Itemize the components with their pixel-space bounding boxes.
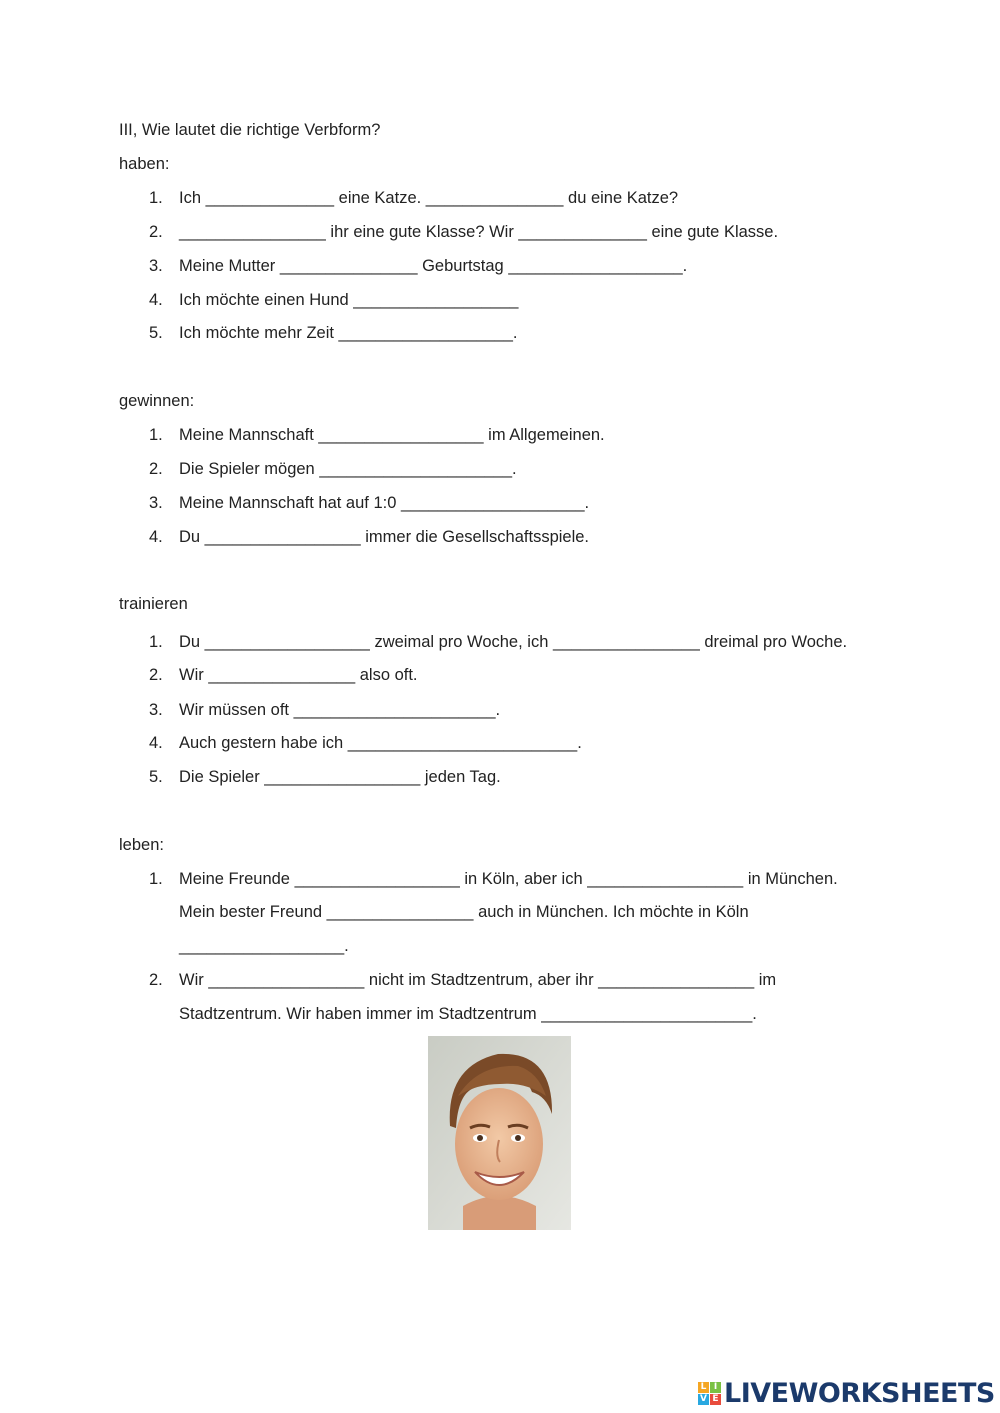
item-text: Auch gestern habe ich _________________________. bbox=[179, 734, 582, 752]
liveworksheets-logo bbox=[698, 1378, 995, 1408]
section-heading-leben: leben: bbox=[119, 836, 164, 854]
section-heading-trainieren: trainieren bbox=[119, 595, 188, 613]
item-number: 3. bbox=[149, 701, 163, 719]
item-number: 4. bbox=[149, 734, 163, 752]
item-number: 1. bbox=[149, 870, 163, 888]
item-text: Ich möchte einen Hund __________________ bbox=[179, 291, 519, 309]
item-text: Wir ________________ also oft. bbox=[179, 666, 418, 684]
item-text: Meine Mannschaft __________________ im Allgemeinen. bbox=[179, 426, 605, 444]
item-text: Ich ______________ eine Katze. _______________ du eine Katze? bbox=[179, 189, 679, 207]
item-text: Ich möchte mehr Zeit ___________________. bbox=[179, 324, 518, 342]
item-number: 2. bbox=[149, 971, 163, 989]
item-text: Die Spieler _________________ jeden Tag. bbox=[179, 768, 501, 786]
item-number: 5. bbox=[149, 768, 163, 786]
item-number: 2. bbox=[149, 460, 163, 478]
item-number: 4. bbox=[149, 291, 163, 309]
item-number: 5. bbox=[149, 324, 163, 342]
section-heading-gewinnen: gewinnen: bbox=[119, 392, 195, 410]
item-text: ________________ ihr eine gute Klasse? Wir ______________ eine gute Klasse. bbox=[179, 223, 779, 241]
brand-mark-letter: V bbox=[698, 1394, 709, 1405]
item-text: Mein bester Freund ________________ auch in München. Ich möchte in Köln bbox=[179, 903, 749, 921]
item-number: 3. bbox=[149, 494, 163, 512]
item-number: 1. bbox=[149, 189, 163, 207]
item-text: Wir _________________ nicht im Stadtzentrum, aber ihr _________________ im bbox=[179, 971, 777, 989]
item-text: Stadtzentrum. Wir haben immer im Stadtzentrum _______________________. bbox=[179, 1005, 757, 1023]
item-number: 1. bbox=[149, 633, 163, 651]
section-heading-haben: haben: bbox=[119, 155, 170, 173]
item-text: Du __________________ zweimal pro Woche, ich ________________ dreimal pro Woche. bbox=[179, 633, 848, 651]
item-number: 1. bbox=[149, 426, 163, 444]
worksheet-title: III, Wie lautet die richtige Verbform? bbox=[119, 121, 381, 139]
item-text: Meine Mannschaft hat auf 1:0 ____________________. bbox=[179, 494, 590, 512]
item-text: Meine Mutter _______________ Geburtstag ___________________. bbox=[179, 257, 688, 275]
brand-mark-icon bbox=[698, 1382, 721, 1405]
item-text: Wir müssen oft ______________________. bbox=[179, 701, 501, 719]
portrait-illustration bbox=[428, 1036, 571, 1230]
brand-mark-letter: L bbox=[698, 1382, 709, 1393]
brand-name: LIVEWORKSHEETS bbox=[724, 1377, 995, 1409]
portrait-photo bbox=[428, 1036, 571, 1230]
item-number: 4. bbox=[149, 528, 163, 546]
item-text: Meine Freunde __________________ in Köln, aber ich _________________ in München. bbox=[179, 870, 838, 888]
item-number: 3. bbox=[149, 257, 163, 275]
item-text: Die Spieler mögen _____________________. bbox=[179, 460, 517, 478]
brand-mark-letter: E bbox=[710, 1394, 721, 1405]
item-number: 2. bbox=[149, 223, 163, 241]
item-number: 2. bbox=[149, 666, 163, 684]
brand-mark-letter: I bbox=[710, 1382, 721, 1393]
item-text: Du _________________ immer die Gesellschaftsspiele. bbox=[179, 528, 590, 546]
item-text: __________________. bbox=[179, 937, 349, 955]
